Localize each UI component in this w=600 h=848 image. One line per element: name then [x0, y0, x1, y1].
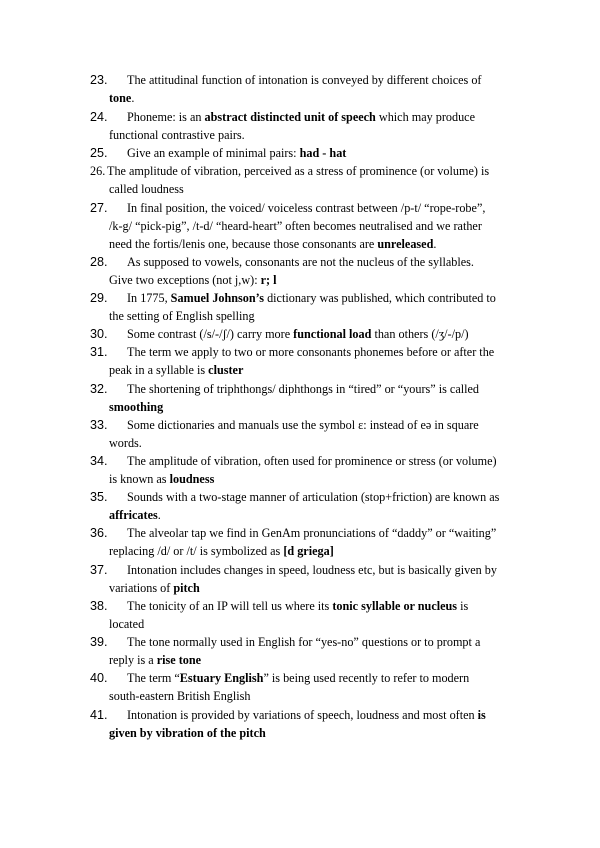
list-item: [90, 597, 530, 633]
item-line: The tonicity of an IP will tell us where its tonic syllable or nucleus is: [127, 599, 469, 613]
item-number: 28.: [90, 255, 108, 269]
item-line: reply is a rise tone: [109, 653, 202, 667]
item-line: In 1775, Samuel Johnson’s dictionary was published, which contributed to: [127, 291, 496, 305]
item-line: Sounds with a two-stage manner of articulation (stop+friction) are known as: [127, 490, 500, 504]
item-number: 39.: [90, 635, 108, 649]
item-number: 26.: [90, 164, 106, 178]
list-item: [90, 325, 530, 343]
item-number: 35.: [90, 490, 108, 504]
item-number: 32.: [90, 382, 108, 396]
item-line: Intonation is provided by variations of speech, loudness and most often is: [127, 708, 486, 722]
list-item: [90, 162, 530, 198]
item-line: functional contrastive pairs.: [109, 128, 245, 142]
item-number: 37.: [90, 563, 108, 577]
list-item: [90, 488, 530, 524]
item-line: smoothing: [109, 400, 164, 414]
item-number: 23.: [90, 73, 108, 87]
item-number: 33.: [90, 418, 108, 432]
item-number: 30.: [90, 327, 108, 341]
item-line: affricates.: [109, 508, 161, 522]
list-item: [90, 633, 530, 669]
list-item: [90, 289, 530, 325]
item-line: is known as loudness: [109, 472, 215, 486]
list-item: [90, 524, 530, 560]
list-item: [90, 669, 530, 705]
item-line: The amplitude of vibration, perceived as a stress of prominence (or volume) is: [107, 164, 490, 178]
item-line: Some dictionaries and manuals use the symbol ɛ: instead of eə in square: [127, 418, 479, 432]
item-line: variations of pitch: [109, 581, 200, 595]
item-number: 31.: [90, 345, 108, 359]
item-line: The alveolar tap we find in GenAm pronunciations of “daddy” or “waiting”: [127, 526, 497, 540]
item-line: south-eastern British English: [109, 689, 251, 703]
item-number: 41.: [90, 708, 108, 722]
list-item: [90, 416, 530, 452]
item-line: peak in a syllable is cluster: [109, 363, 244, 377]
list-item: [90, 452, 530, 488]
list-item: [90, 71, 530, 107]
item-number: 38.: [90, 599, 108, 613]
item-line: Intonation includes changes in speed, loudness etc, but is basically given by: [127, 563, 497, 577]
item-line: Give two exceptions (not j,w): r; l: [109, 273, 277, 287]
item-line: In final position, the voiced/ voiceless contrast between /p-t/ “rope-robe”,: [127, 201, 486, 215]
list-item: [90, 561, 530, 597]
item-number: 27.: [90, 201, 108, 215]
item-line: /k-g/ “pick-pig”, /t-d/ “heard-heart” often becomes neutralised and we rather: [109, 219, 482, 233]
list-item: [90, 108, 530, 144]
item-line: tone.: [109, 91, 135, 105]
item-number: 34.: [90, 454, 108, 468]
item-line: words.: [109, 436, 142, 450]
item-number: 40.: [90, 671, 108, 685]
item-line: Some contrast (/s/-/ʃ/) carry more functional load than others (/ʒ/-/p/): [127, 327, 469, 341]
item-line: The attitudinal function of intonation is conveyed by different choices of: [127, 73, 482, 87]
item-number: 29.: [90, 291, 108, 305]
item-line: called loudness: [109, 182, 184, 196]
list-item: [90, 706, 530, 742]
item-number: 24.: [90, 110, 108, 124]
item-line: The amplitude of vibration, often used for prominence or stress (or volume): [127, 454, 497, 468]
item-line: located: [109, 617, 145, 631]
list-item: [90, 199, 530, 253]
item-line: The term we apply to two or more consonants phonemes before or after the: [127, 345, 495, 359]
list-item: [90, 144, 530, 162]
item-line: given by vibration of the pitch: [109, 726, 266, 740]
item-line: The term “Estuary English” is being used recently to refer to modern: [127, 671, 470, 685]
item-line: As supposed to vowels, consonants are not the nucleus of the syllables.: [127, 255, 474, 269]
list-item: [90, 343, 530, 379]
item-number: 25.: [90, 146, 108, 160]
item-line: Phoneme: is an abstract distincted unit of speech which may produce: [127, 110, 476, 124]
item-line: the setting of English spelling: [109, 309, 255, 323]
item-line: The tone normally used in English for “yes-no” questions or to prompt a: [127, 635, 481, 649]
item-line: need the fortis/lenis one, because those consonants are unreleased.: [109, 237, 437, 251]
list-item: [90, 380, 530, 416]
list-item: [90, 253, 530, 289]
item-line: The shortening of triphthongs/ diphthongs in “tired” or “yours” is called: [127, 382, 480, 396]
item-number: 36.: [90, 526, 108, 540]
item-line: replacing /d/ or /t/ is symbolized as [d griega]: [109, 544, 334, 558]
item-line: Give an example of minimal pairs: had - hat: [127, 146, 347, 160]
